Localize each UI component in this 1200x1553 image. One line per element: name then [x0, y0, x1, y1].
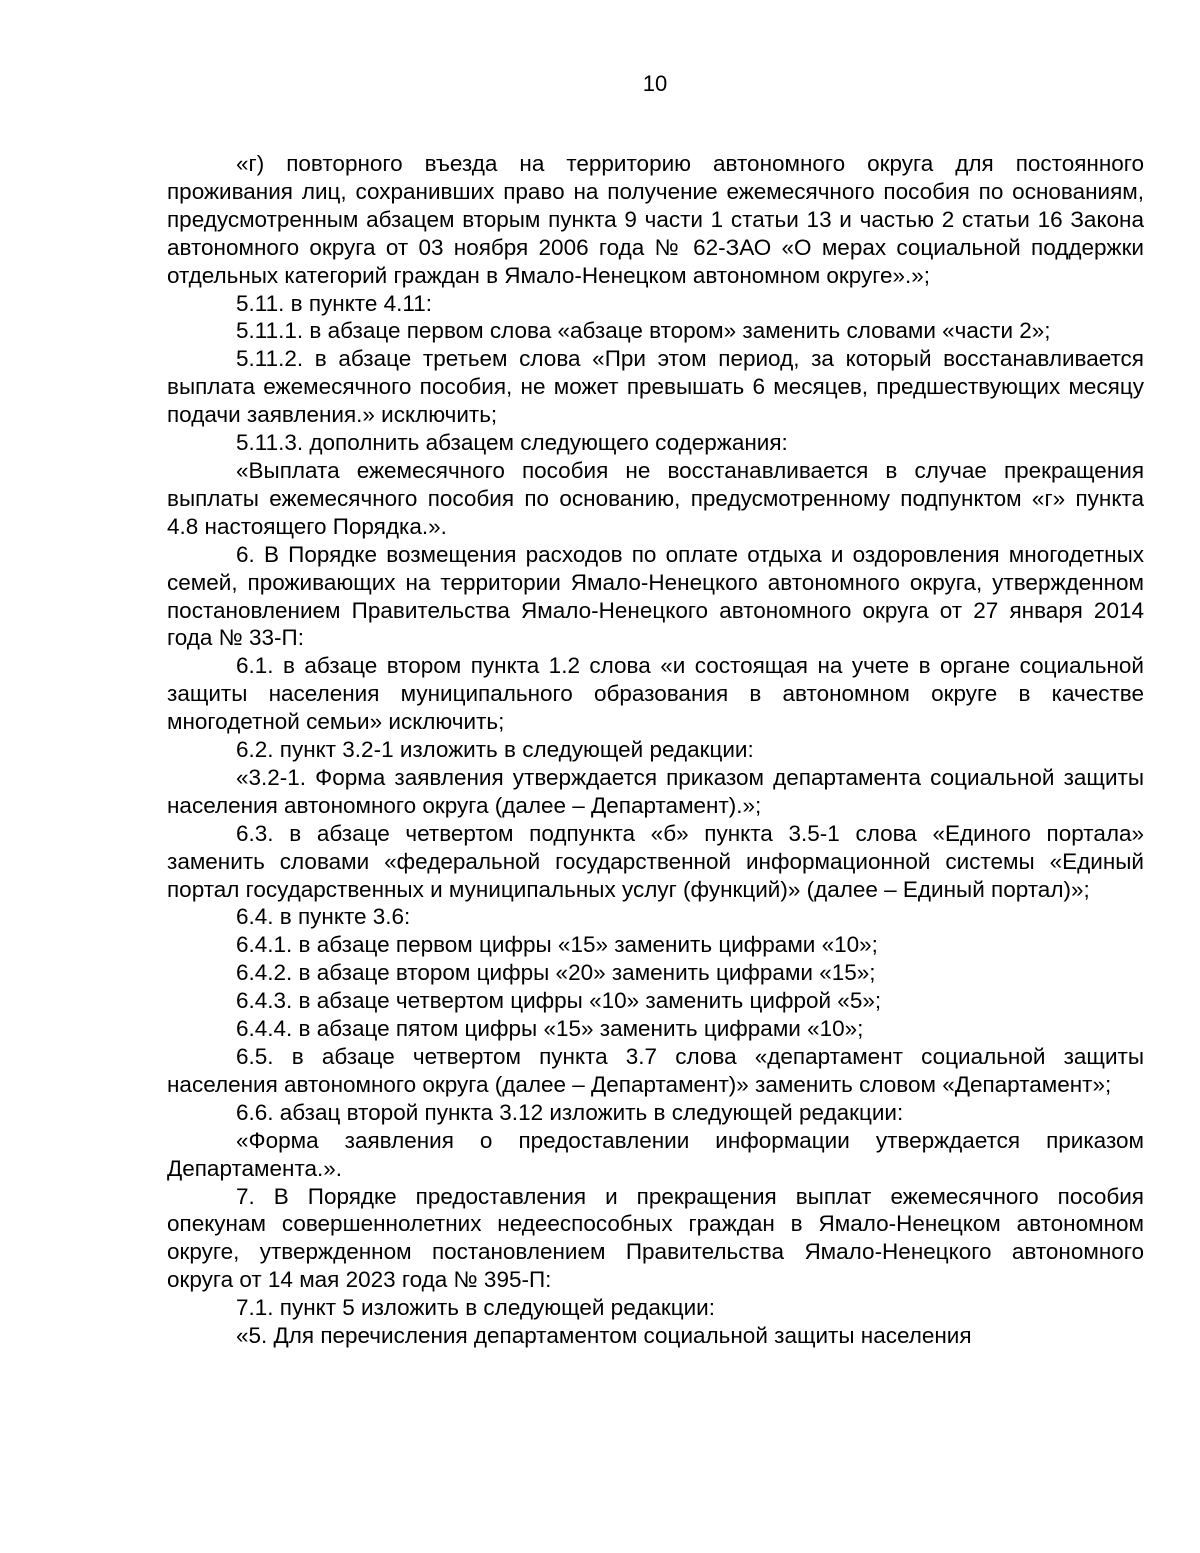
paragraph: «Выплата ежемесячного пособия не восстанавливается в случае прекращения выплаты ежемесячного пособия по основанию, предусмотренному подпунктом «г» пункта 4.8 настоящего Порядка.».: [167, 457, 1144, 539]
paragraph: 6.3. в абзаце четвертом подпункта «б» пункта 3.5-1 слова «Единого портала» заменить словами «федеральной государственной информационной системы «Единый портал государственных и муниципальных услуг (функций)» (далее – Единый портал)»;: [167, 820, 1144, 902]
paragraph: 6.4.2. в абзаце втором цифры «20» заменить цифрами «15»;: [236, 960, 876, 986]
paragraph: 6.1. в абзаце втором пункта 1.2 слова «и состоящая на учете в органе социальной защиты населения муниципального образования в автономном округе в качестве многодетной семьи» исключить;: [167, 653, 1144, 735]
paragraph: 5.11. в пункте 4.11:: [236, 290, 432, 316]
paragraph: 6.5. в абзаце четвертом пункта 3.7 слова «департамент социальной защиты населения автономного округа (далее – Департамент)» заменить словом «Департамент»;: [167, 1044, 1144, 1097]
paragraph: «г) повторного въезда на территорию автономного округа для постоянного проживания лиц, сохранивших право на получение ежемесячного пособия по основаниям, предусмотренным абзацем вторым пункта 9 части 1 статьи 13 и частью 2 статьи 16 Закона автономного округа от 03 ноября 2006 года № 62-ЗАО «О мерах социальной поддержки отдельных категорий граждан в Ямало-Ненецком автономном округе».»;: [167, 151, 1144, 288]
paragraph: 6.4. в пункте 3.6:: [236, 904, 411, 930]
paragraph: 6.6. абзац второй пункта 3.12 изложить в следующей редакции:: [236, 1099, 904, 1125]
paragraph: 6. В Порядке возмещения расходов по оплате отдыха и оздоровления многодетных семей, проживающих на территории Ямало-Ненецкого автономного округа, утвержденном постановлением Правительства Ямало-Ненецкого автономного округа от 27 января 2014 года № 33-П:: [167, 541, 1144, 651]
page-number: 10: [642, 71, 668, 96]
paragraph: 7.1. пункт 5 изложить в следующей редакции:: [236, 1295, 715, 1321]
paragraph: 5.11.1. в абзаце первом слова «абзаце втором» заменить словами «части 2»;: [236, 318, 1051, 344]
paragraph: «3.2-1. Форма заявления утверждается приказом департамента социальной защиты населения автономного округа (далее – Департамент).»;: [167, 764, 1144, 818]
paragraph: 5.11.3. дополнить абзацем следующего содержания:: [236, 430, 788, 456]
document-body: [167, 150, 1144, 1350]
paragraph: 6.4.4. в абзаце пятом цифры «15» заменить цифрами «10»;: [236, 1016, 864, 1042]
paragraph: 5.11.2. в абзаце третьем слова «При этом период, за который восстанавливается выплата ежемесячного пособия, не может превышать 6 месяцев, предшествующих месяцу подачи заявления.» исключить;: [167, 346, 1144, 428]
paragraph: 6.4.3. в абзаце четвертом цифры «10» заменить цифрой «5»;: [236, 988, 882, 1014]
paragraph: «5. Для перечисления департаментом социальной защиты населения: [236, 1323, 972, 1349]
paragraph: 7. В Порядке предоставления и прекращения выплат ежемесячного пособия опекунам совершеннолетних недееспособных граждан в Ямало-Ненецком автономном округе, утвержденном постановлением Правительства Ямало-Ненецкого автономного округа от 14 мая 2023 года № 395-П:: [167, 1183, 1144, 1293]
paragraph: 6.4.1. в абзаце первом цифры «15» заменить цифрами «10»;: [236, 932, 878, 958]
paragraph: «Форма заявления о предоставлении информации утверждается приказом Департамента.».: [167, 1127, 1144, 1181]
paragraph: 6.2. пункт 3.2-1 изложить в следующей редакции:: [236, 737, 754, 763]
